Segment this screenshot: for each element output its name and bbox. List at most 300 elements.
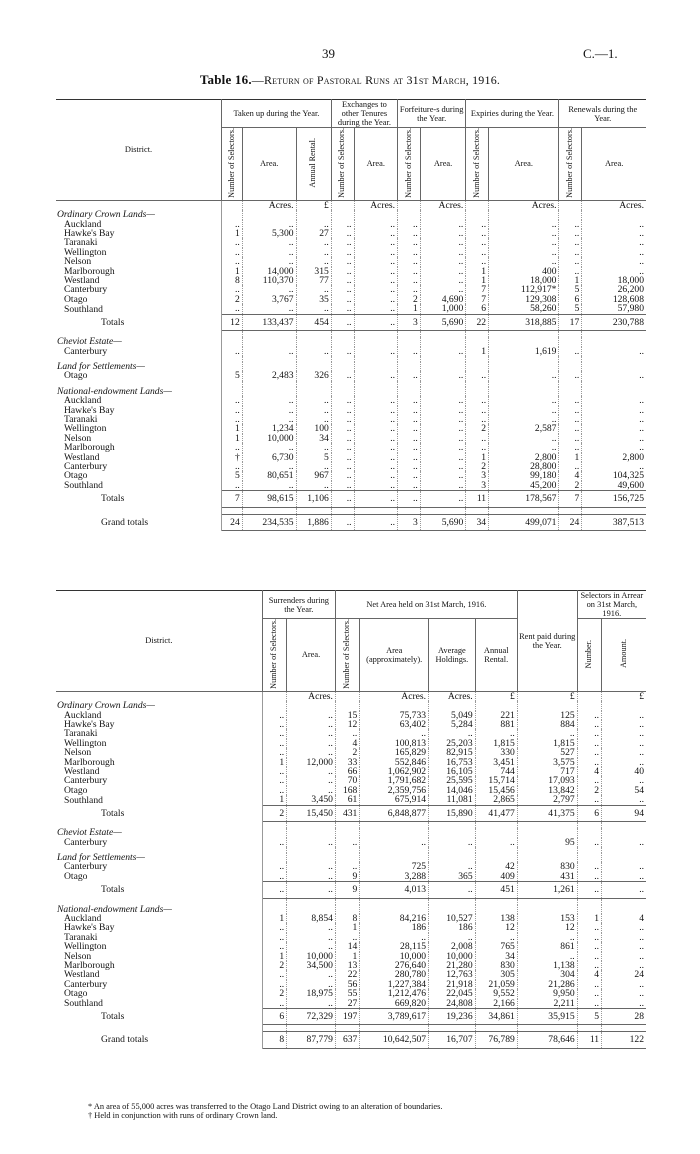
value-cell: 884 bbox=[517, 720, 577, 729]
value-cell: .. bbox=[517, 933, 577, 942]
value-cell: 55 bbox=[335, 989, 359, 998]
value-cell: .. bbox=[559, 257, 582, 266]
empty-cell bbox=[354, 210, 397, 219]
empty-cell bbox=[354, 337, 397, 346]
value-cell: .. bbox=[420, 406, 466, 415]
value-cell: .. bbox=[639, 862, 644, 872]
district-row bbox=[56, 980, 646, 989]
value-cell: 138 bbox=[475, 914, 517, 923]
value-cell: .. bbox=[354, 267, 397, 276]
value-cell: 3,450 bbox=[287, 795, 336, 805]
district-row bbox=[56, 720, 646, 729]
spacer-cell bbox=[466, 507, 489, 514]
total-value: 94 bbox=[602, 805, 646, 821]
unit-label bbox=[466, 200, 489, 210]
district-row bbox=[56, 970, 646, 979]
totals-label: Totals bbox=[56, 882, 262, 898]
value-cell: .. bbox=[262, 729, 286, 738]
value-cell: 58,260 bbox=[489, 304, 559, 314]
value-cell: 21,918 bbox=[429, 980, 476, 989]
district-name: Nelson bbox=[56, 257, 222, 266]
value-cell: .. bbox=[639, 738, 644, 749]
value-cell: 305 bbox=[475, 970, 517, 979]
spacer-row bbox=[56, 1025, 646, 1032]
grand-total-value: 87,779 bbox=[287, 1032, 336, 1048]
value-cell: .. bbox=[331, 471, 354, 480]
group-header: Forfeiture-s during the Year. bbox=[398, 100, 466, 128]
value-cell: .. bbox=[287, 729, 336, 738]
value-cell: 99,180 bbox=[489, 471, 559, 480]
value-cell: .. bbox=[466, 406, 489, 415]
value-cell: .. bbox=[331, 276, 354, 285]
value-cell: .. bbox=[577, 776, 601, 785]
value-cell: .. bbox=[466, 415, 489, 424]
district-row bbox=[56, 786, 646, 795]
value-cell: 21,280 bbox=[429, 961, 476, 970]
value-cell: 8 bbox=[222, 276, 243, 285]
value-cell: 40 bbox=[634, 767, 644, 777]
value-cell: .. bbox=[577, 961, 601, 970]
value-cell: 28,800 bbox=[489, 462, 559, 471]
value-cell: .. bbox=[577, 739, 601, 748]
value-cell: .. bbox=[354, 481, 397, 491]
district-row bbox=[56, 462, 646, 471]
value-cell: 12,763 bbox=[429, 970, 476, 979]
value-cell: .. bbox=[242, 481, 296, 491]
value-cell: .. bbox=[262, 748, 286, 757]
value-cell: .. bbox=[296, 347, 331, 356]
value-cell: 2,797 bbox=[517, 795, 577, 805]
empty-cell bbox=[475, 828, 517, 837]
spacer-cell bbox=[420, 507, 466, 514]
empty-cell bbox=[242, 387, 296, 396]
value-cell: 22 bbox=[335, 970, 359, 979]
district-name: Marlborough bbox=[56, 267, 222, 276]
spacer-row bbox=[56, 507, 646, 514]
value-cell: .. bbox=[420, 371, 466, 380]
value-cell: 1 bbox=[466, 267, 489, 276]
totals-row bbox=[56, 882, 646, 898]
value-cell: .. bbox=[222, 257, 243, 266]
value-cell: 10,000 bbox=[429, 952, 476, 961]
value-cell: .. bbox=[331, 424, 354, 433]
value-cell: 15,714 bbox=[475, 776, 517, 785]
value-cell: .. bbox=[262, 739, 286, 748]
district-name: Otago bbox=[56, 295, 222, 304]
value-cell: 3 bbox=[466, 481, 489, 491]
value-cell: .. bbox=[559, 415, 582, 424]
lower-table-body bbox=[56, 691, 646, 1048]
value-cell: 1 bbox=[466, 453, 489, 462]
value-cell: 18,000 bbox=[489, 276, 559, 285]
value-cell: 1 bbox=[222, 267, 243, 276]
total-value: 133,437 bbox=[242, 314, 296, 330]
value-cell: .. bbox=[489, 396, 559, 405]
district-row bbox=[56, 942, 646, 951]
grand-total-value: 387,513 bbox=[582, 514, 646, 530]
value-cell: .. bbox=[577, 720, 601, 729]
table-subtitle: —Return of Pastoral Runs at 31st March, 1916. bbox=[251, 73, 501, 87]
empty-cell bbox=[222, 362, 243, 371]
section-title-row bbox=[56, 828, 646, 837]
empty-cell bbox=[360, 905, 429, 914]
empty-cell bbox=[489, 337, 559, 346]
value-cell: .. bbox=[331, 229, 354, 238]
column-header: Area. bbox=[354, 128, 397, 201]
value-cell: .. bbox=[398, 257, 421, 266]
district-row bbox=[56, 453, 646, 462]
value-cell: 54 bbox=[634, 785, 644, 796]
value-cell: .. bbox=[420, 285, 466, 294]
value-cell: 2 bbox=[222, 295, 243, 304]
district-name: Otago bbox=[56, 786, 262, 795]
value-cell: 1,791,682 bbox=[360, 776, 429, 785]
empty-cell bbox=[335, 701, 359, 710]
column-header: Area. bbox=[242, 128, 296, 201]
grand-total-value: 3 bbox=[398, 514, 421, 530]
value-cell: 12 bbox=[335, 720, 359, 729]
value-cell: .. bbox=[420, 276, 466, 285]
value-cell: .. bbox=[639, 396, 644, 406]
empty-cell bbox=[602, 853, 646, 862]
total-value: 451 bbox=[475, 882, 517, 898]
value-cell: .. bbox=[262, 980, 286, 989]
value-cell: 1,227,384 bbox=[360, 980, 429, 989]
value-cell: 9,552 bbox=[475, 989, 517, 998]
district-header: District. bbox=[56, 591, 262, 692]
empty-cell bbox=[420, 337, 466, 346]
value-cell: .. bbox=[466, 238, 489, 247]
district-row bbox=[56, 952, 646, 961]
unit-label: Acres. bbox=[242, 200, 296, 210]
value-cell: .. bbox=[639, 257, 644, 267]
empty-cell bbox=[559, 387, 582, 396]
empty-cell bbox=[577, 828, 601, 837]
value-cell: .. bbox=[559, 371, 582, 380]
district-name: Marlborough bbox=[56, 443, 222, 452]
empty-cell bbox=[466, 210, 489, 219]
value-cell: .. bbox=[420, 424, 466, 433]
empty-cell bbox=[602, 701, 646, 710]
value-cell: .. bbox=[296, 481, 331, 491]
value-cell: .. bbox=[639, 266, 644, 277]
value-cell: .. bbox=[559, 396, 582, 405]
value-cell: 1 bbox=[466, 347, 489, 356]
district-name: Taranaki bbox=[56, 729, 262, 738]
value-cell: .. bbox=[222, 481, 243, 491]
value-cell: .. bbox=[577, 838, 601, 847]
total-value: 6,848,877 bbox=[360, 805, 429, 821]
value-cell: .. bbox=[335, 838, 359, 847]
value-cell: 8 bbox=[335, 914, 359, 923]
value-cell: .. bbox=[242, 257, 296, 266]
value-cell: .. bbox=[331, 220, 354, 229]
value-cell: .. bbox=[639, 871, 644, 882]
value-cell: .. bbox=[331, 304, 354, 314]
value-cell: 104,325 bbox=[612, 471, 644, 481]
district-name: Otago bbox=[56, 989, 262, 998]
district-row bbox=[56, 424, 646, 433]
spacer-cell bbox=[296, 507, 331, 514]
value-cell: .. bbox=[354, 295, 397, 304]
value-cell: .. bbox=[222, 238, 243, 247]
value-cell: 2,587 bbox=[489, 424, 559, 433]
value-cell: .. bbox=[222, 347, 243, 356]
value-cell: 304 bbox=[517, 970, 577, 979]
district-row bbox=[56, 285, 646, 294]
value-cell: .. bbox=[420, 462, 466, 471]
total-value: 35,915 bbox=[517, 1009, 577, 1025]
value-cell: 10,000 bbox=[360, 952, 429, 961]
value-cell: 4 bbox=[577, 767, 601, 776]
value-cell: 5,284 bbox=[429, 720, 476, 729]
spacer-cell bbox=[331, 507, 354, 514]
value-cell: 3,288 bbox=[360, 872, 429, 882]
value-cell: .. bbox=[331, 462, 354, 471]
total-value: 17 bbox=[559, 314, 582, 330]
value-cell: .. bbox=[222, 462, 243, 471]
value-cell: 2 bbox=[577, 786, 601, 795]
value-cell: .. bbox=[577, 942, 601, 951]
value-cell: .. bbox=[354, 276, 397, 285]
total-value: 41,477 bbox=[475, 805, 517, 821]
value-cell: .. bbox=[398, 462, 421, 471]
value-cell: .. bbox=[577, 795, 601, 805]
grand-totals-row bbox=[56, 514, 646, 530]
value-cell: 326 bbox=[296, 371, 331, 380]
spacer-cell bbox=[335, 1025, 359, 1032]
value-cell: .. bbox=[287, 711, 336, 720]
value-cell: .. bbox=[296, 304, 331, 314]
value-cell: .. bbox=[577, 711, 601, 720]
column-header: Number. bbox=[584, 639, 594, 669]
district-name: Canterbury bbox=[56, 838, 262, 847]
value-cell: .. bbox=[398, 285, 421, 294]
value-cell: .. bbox=[262, 970, 286, 979]
district-name: Nelson bbox=[56, 748, 262, 757]
value-cell: 2 bbox=[398, 295, 421, 304]
runs-table-upper bbox=[56, 99, 646, 531]
district-name: Canterbury bbox=[56, 980, 262, 989]
value-cell: .. bbox=[398, 471, 421, 480]
value-cell: 21,059 bbox=[475, 980, 517, 989]
value-cell: 24 bbox=[634, 970, 644, 980]
district-name: Southland bbox=[56, 999, 262, 1009]
district-name: Westland bbox=[56, 453, 222, 462]
empty-cell bbox=[296, 210, 331, 219]
value-cell: .. bbox=[577, 933, 601, 942]
empty-cell bbox=[262, 905, 286, 914]
value-cell: 4,690 bbox=[420, 295, 466, 304]
value-cell: 16,105 bbox=[429, 767, 476, 776]
value-cell: .. bbox=[398, 229, 421, 238]
value-cell: .. bbox=[331, 434, 354, 443]
district-row bbox=[56, 295, 646, 304]
value-cell: 1 bbox=[262, 952, 286, 961]
value-cell: 552,846 bbox=[360, 758, 429, 767]
total-value: 6 bbox=[577, 805, 601, 821]
value-cell: .. bbox=[466, 434, 489, 443]
district-name: Canterbury bbox=[56, 776, 262, 785]
empty-cell bbox=[335, 853, 359, 862]
grand-totals-label: Grand totals bbox=[56, 1032, 262, 1048]
value-cell: 1 bbox=[335, 952, 359, 961]
value-cell: .. bbox=[287, 767, 336, 776]
total-value: 3,789,617 bbox=[360, 1009, 429, 1025]
empty-cell bbox=[559, 210, 582, 219]
value-cell: 49,600 bbox=[617, 480, 644, 491]
grand-total-value: 16,707 bbox=[429, 1032, 476, 1048]
column-header: Number of Selectors. bbox=[342, 619, 352, 689]
footnote: † Held in conjunction with runs of ordinary Crown land. bbox=[88, 1111, 278, 1120]
district-row bbox=[56, 758, 646, 767]
total-value: 34,861 bbox=[475, 1009, 517, 1025]
total-value: .. bbox=[262, 882, 286, 898]
section-title-row bbox=[56, 337, 646, 346]
value-cell: .. bbox=[354, 229, 397, 238]
value-cell: 2,008 bbox=[429, 942, 476, 951]
value-cell: .. bbox=[639, 720, 644, 730]
empty-cell bbox=[287, 853, 336, 862]
group-header: Surrenders during the Year. bbox=[262, 591, 335, 619]
section-title: Cheviot Estate— bbox=[56, 337, 222, 346]
total-value: 7 bbox=[222, 491, 243, 507]
district-name: Westland bbox=[56, 767, 262, 776]
value-cell: .. bbox=[639, 748, 644, 758]
district-name: Hawke's Bay bbox=[56, 923, 262, 932]
district-name: Otago bbox=[56, 471, 222, 480]
value-cell: 4 bbox=[639, 913, 644, 924]
value-cell: .. bbox=[559, 434, 582, 443]
value-cell: 14,000 bbox=[242, 267, 296, 276]
value-cell: .. bbox=[287, 786, 336, 795]
value-cell: 5,300 bbox=[242, 229, 296, 238]
value-cell: 1 bbox=[222, 424, 243, 433]
value-cell: .. bbox=[420, 257, 466, 266]
district-name: Taranaki bbox=[56, 415, 222, 424]
value-cell: .. bbox=[420, 267, 466, 276]
group-header: Rent paid during the Year. bbox=[517, 591, 577, 692]
section-title-row bbox=[56, 387, 646, 396]
unit-label bbox=[222, 200, 243, 210]
value-cell: .. bbox=[420, 471, 466, 480]
value-cell: .. bbox=[639, 443, 644, 453]
district-name: Westland bbox=[56, 276, 222, 285]
value-cell: 34,500 bbox=[287, 961, 336, 970]
value-cell: .. bbox=[242, 396, 296, 405]
value-cell: 110,370 bbox=[242, 276, 296, 285]
district-name: Hawke's Bay bbox=[56, 720, 262, 729]
value-cell: 18,975 bbox=[287, 989, 336, 998]
total-value: 1,106 bbox=[296, 491, 331, 507]
value-cell: 12 bbox=[517, 923, 577, 932]
units-spacer bbox=[56, 200, 222, 210]
value-cell: 128,608 bbox=[612, 294, 644, 305]
value-cell: 15,456 bbox=[475, 786, 517, 795]
value-cell: 35 bbox=[296, 295, 331, 304]
value-cell: .. bbox=[639, 247, 644, 258]
value-cell: .. bbox=[262, 933, 286, 942]
value-cell: .. bbox=[262, 776, 286, 785]
district-row bbox=[56, 776, 646, 785]
total-value: 12 bbox=[222, 314, 243, 330]
value-cell: 675,914 bbox=[360, 795, 429, 805]
value-cell: .. bbox=[287, 872, 336, 882]
value-cell: 3 bbox=[466, 471, 489, 480]
unit-label: £ bbox=[639, 691, 644, 702]
value-cell: .. bbox=[331, 257, 354, 266]
group-header: Exchanges to other Tenures during the Year. bbox=[331, 100, 397, 128]
unit-label: £ bbox=[475, 691, 517, 701]
value-cell: .. bbox=[242, 304, 296, 314]
value-cell: .. bbox=[354, 453, 397, 462]
value-cell: 6 bbox=[559, 295, 582, 304]
empty-cell bbox=[360, 701, 429, 710]
grand-total-value: 8 bbox=[262, 1032, 286, 1048]
district-name: Wellington bbox=[56, 739, 262, 748]
empty-cell bbox=[429, 853, 476, 862]
value-cell: .. bbox=[420, 481, 466, 491]
value-cell: 100 bbox=[296, 424, 331, 433]
district-row bbox=[56, 276, 646, 285]
empty-cell bbox=[398, 362, 421, 371]
value-cell: .. bbox=[466, 257, 489, 266]
empty-cell bbox=[335, 828, 359, 837]
value-cell: .. bbox=[489, 434, 559, 443]
value-cell: 2,800 bbox=[489, 453, 559, 462]
group-header: Net Area held on 31st March, 1916. bbox=[335, 591, 517, 619]
value-cell: 365 bbox=[429, 872, 476, 882]
total-value: 454 bbox=[296, 314, 331, 330]
district-row bbox=[56, 795, 646, 805]
value-cell: 1 bbox=[577, 914, 601, 923]
value-cell: 61 bbox=[335, 795, 359, 805]
value-cell: .. bbox=[262, 862, 286, 871]
value-cell: 7 bbox=[466, 285, 489, 294]
district-row bbox=[56, 739, 646, 748]
empty-cell bbox=[489, 210, 559, 219]
district-row bbox=[56, 443, 646, 452]
value-cell: .. bbox=[398, 267, 421, 276]
spacer-cell bbox=[517, 1025, 577, 1032]
column-header: Area. bbox=[287, 619, 336, 692]
value-cell: .. bbox=[398, 248, 421, 257]
value-cell: 5 bbox=[222, 471, 243, 480]
value-cell: 12,000 bbox=[287, 758, 336, 767]
value-cell: 82,915 bbox=[429, 748, 476, 757]
empty-cell bbox=[582, 210, 646, 219]
value-cell: .. bbox=[420, 415, 466, 424]
value-cell: .. bbox=[466, 220, 489, 229]
value-cell: .. bbox=[577, 872, 601, 882]
value-cell: .. bbox=[296, 238, 331, 247]
column-header: Number of Selectors. bbox=[226, 128, 236, 198]
value-cell: 2 bbox=[466, 424, 489, 433]
value-cell: 2 bbox=[335, 748, 359, 757]
units-spacer bbox=[56, 691, 262, 701]
spacer-cell bbox=[475, 1025, 517, 1032]
empty-cell bbox=[296, 387, 331, 396]
value-cell: 276,640 bbox=[360, 961, 429, 970]
value-cell: 725 bbox=[360, 862, 429, 871]
totals-label: Totals bbox=[56, 314, 222, 330]
section-title-row bbox=[56, 905, 646, 914]
value-cell: .. bbox=[639, 229, 644, 239]
value-cell: 400 bbox=[489, 267, 559, 276]
value-cell: .. bbox=[296, 248, 331, 257]
empty-cell bbox=[577, 853, 601, 862]
value-cell: 1,000 bbox=[420, 304, 466, 314]
